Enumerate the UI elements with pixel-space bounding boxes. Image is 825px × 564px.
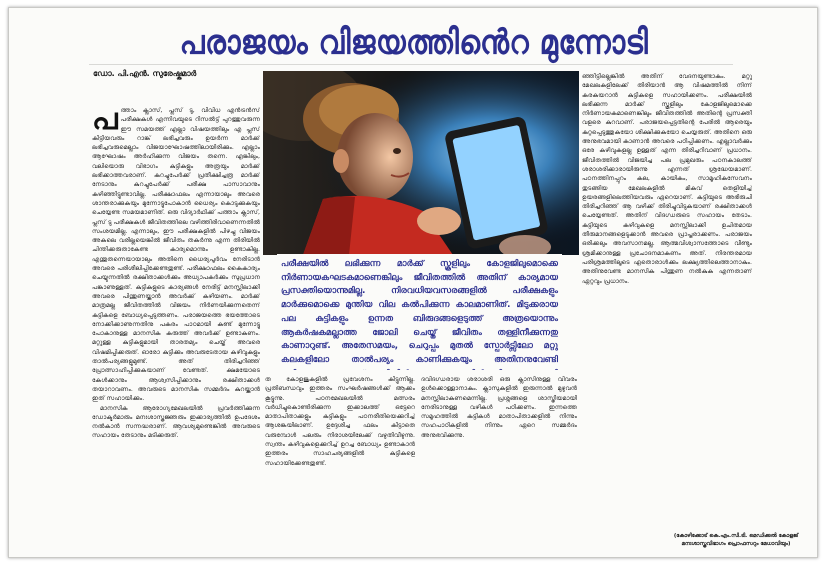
column-4-paragraph: ഞ്ഞിട്ടില്ലെങ്കിൽ അതിന് വേദനയുണ്ടാകും. മറ്റു മേഖലകളിലേക്ക് തിരിയാൻ ആ വിഷമത്തിൽ നിന്ന് കരകയറാൻ കുട്ടികളെ സഹായിക്കണം. പരീക്ഷയിൽ ലഭിക്കുന്ന മാർക്ക് സ്കൂളിലും കോളജിലുമൊക്കെ നിർണായകമാണെങ്കിലും ജീവിതത്തിൽ അതിന്റെ പ്രസക്തി വളരെ കുറവാണ്. പരാജയപ്പെട്ടതിന്റെ പേരിൽ ആരെയും കുറ്റപ്പെടുത്തുകയോ ശിക്ഷിക്കുകയോ ചെയ്യരുത്. അതിനെ ഒരു അനുഭവമായി കാണാൻ അവരെ പഠിപ്പിക്കണം. എല്ലാവർക്കും ഒരേ കഴിവുകളല്ല ഉള്ളത് എന്ന തിരിച്ചറിവാണ് പ്രധാനം. ജീവിതത്തിൽ വിജയിച്ച പല പ്രമുഖരും പഠനകാലത്ത് ശരാശരിക്കാരായിരുന്നു എന്നത് ശ്രദ്ധേയമാണ്. പഠനത്തിനപ്പുറം കല, കായികം, സാമൂഹികസേവനം തുടങ്ങിയ മേഖലകളിൽ മികവ് തെളിയിച്ച് ഉയരങ്ങളിലെത്തിയവരും ഏറെയാണ്. കുട്ടിയുടെ അഭിരുചി തിരിച്ചറിഞ്ഞ് ആ വഴിക്ക് തിരിച്ചുവിടുകയാണ് രക്ഷിതാക്കൾ ചെയ്യേണ്ടത്. അതിന് വിദഗ്ധരുടെ സഹായം തേടാം. കുട്ടിയുടെ കഴിവുകളെ മനസ്സിലാക്കി ഉചിതമായ തീരുമാനങ്ങളെടുക്കാൻ അവരെ പ്രാപ്തരാക്കണം. പരാജയം ഒരിക്കലും അവസാനമല്ല. ആത്മവിശ്വാസത്തോടെ വീണ്ടും ശ്രമിക്കാനുള്ള പ്രചോദനമാകണം അത്. നിരന്തരമായ പരിശ്രമത്തിലൂടെ ഏതൊരാൾക്കും ലക്ഷ്യത്തിലെത്താനാകും. അതിനുവേണ്ട മാനസിക പിന്തുണ നൽകുക എന്നതാണ് ഏറ്റവും പ്രധാനം. xyxy=(582,73,752,285)
article-byline: ഡോ. പി.എൻ. സുരേഷ്കുമാർ xyxy=(93,69,197,78)
headline-rule xyxy=(89,64,733,65)
article-column-2 xyxy=(265,375,415,546)
drop-cap: പ xyxy=(92,106,118,137)
column-1-paragraph-1: ത്താം ക്ലാസ്, പ്ലസ് ടു, വിവിധ എൻട്രൻസ് പരീക്ഷകൾ എന്നിവയുടെ റിസൽട്ട് പുറത്തുവരുന്ന ഈ സമയത്ത് എല്ലാ വിഷയത്തിലും എ പ്ലസ് കിട്ടിയവരും റാങ്ക് ലഭിച്ചവരും ഉയർന്ന മാർക്ക് ലഭിച്ചവരുമെല്ലാം വിജയാഘോഷത്തിലായിരിക്കും. എല്ലാം ആഘോഷം അർഹിക്കുന്ന വിജയം തന്നെ. എങ്കിലും, വലിയൊരു വിഭാഗം കുട്ടികളും അത്രയും മാർക്ക് ലഭിക്കാത്തവരാണ്. കുറച്ചുപേർക്ക് പ്രതീക്ഷിച്ചത്ര മാർക്ക് നേടാനും കുറച്ചുപേർക്ക് പരീക്ഷ പാസാവാനും കഴിഞ്ഞിട്ടുണ്ടാവില്ല. പരീക്ഷാഫലം എന്നായാലും അവരെ ശാന്തരാക്കുകയും മുന്നോട്ടുപോകാൻ ധൈര്യം കൊടുക്കുകയും ചെയ്യേണ്ട സമയമാണിത്. ഒരു വിദ്യാർഥിക്ക് പത്താം ക്ലാസ്, പ്ലസ് ടു പരീക്ഷകൾ ജീവിതത്തിലെ വഴിത്തിരിവാണെന്നതിൽ സംശയമില്ല. എന്നാലും, ഈ പരീക്ഷകളിൽ പിഴച്ചു വിജയം അകലെ വരില്ലയെങ്കിൽ ജീവിതം തകർന്നു എന്ന തിരിയിൽ ചിന്തിക്കരുതാകേണ്ട കാര്യമൊന്നും ഉണ്ടാകില്ല. എന്തുതന്നെയായാലും അതിനെ ധൈര്യപൂർവം നേരിടാൻ അവരെ പരിശീലിപ്പിക്കേണ്ടതുണ്ട്. പരീക്ഷാഫലം കൈകാര്യം ചെയ്യുന്നതിൽ രക്ഷിതാക്കൾക്കും അധ്യാപകർക്കും സുപ്രധാന പങ്കാണുള്ളത്. കുട്ടികളുടെ കാര്യങ്ങൾ നേരിട്ട് മനസ്സിലാക്കി അവരെ പിന്തുണയ്ക്കാൻ അവർക്ക് കഴിയണം. മാർക്ക് മാത്രമല്ല ജീവിതത്തിൽ വിജയം നിർണയിക്കുന്നതെന്ന് കുട്ടികളെ ബോധ്യപ്പെടുത്തണം. പരാജയത്തെ ഭയത്തോടെ നോക്കിക്കാണുന്നതിനു പകരം പാഠമായി കണ്ട് മുന്നോട്ടു പോകാനുള്ള മാനസിക കരുത്ത് അവർക്ക് ഉണ്ടാകണം. മറ്റുള്ള കുട്ടികളുമായി താരതമ്യം ചെയ്ത് അവരെ വിഷമിപ്പിക്കരുത്. ഓരോ കുട്ടിക്കും അവരുടേതായ കഴിവുകളും താൽപര്യങ്ങളുമുണ്ട്. അത് തിരിച്ചറിഞ്ഞ് പ്രോത്സാഹിപ്പിക്കുകയാണ് വേണ്ടത്. ക്ഷമയോടെ കേൾക്കാനും ആശ്വസിപ്പിക്കാനും രക്ഷിതാക്കൾ തയാറാവണം. അവരുടെ മാനസിക സമ്മർദം കുറയ്ക്കാൻ ഇത് സഹായിക്കും. xyxy=(92,107,260,403)
column-2-paragraph: ത കോളജുകളിൽ പ്രവേശനം കിട്ടുന്നില്ല. പ്രതിബന്ധവും ഇത്തരം സംഘർഷങ്ങൾക്ക് ആക്കം കൂട്ടുന്നു. പഠനമേഖലയിൽ മത്സരം വർധിച്ചുകൊണ്ടിരിക്കുന്ന ഇക്കാലത്ത് ഒട്ടേറെ മാതാപിതാക്കളും കുട്ടികളും പഠനരീതിയെക്കുറിച്ച് ആശങ്കയിലാണ്. ഉദ്ദേശിച്ച ഫലം കിട്ടാതെ വരുമ്പോൾ പലരും നിരാശയിലേക്ക് വഴുതിവീഴുന്നു. സ്വന്തം കഴിവുകളെക്കുറിച്ച് ഉറച്ച ബോധ്യം ഉണ്ടാകാൻ ഇത്തരം സാഹചര്യങ്ങളിൽ കുട്ടികളെ സഹായിക്കേണ്ടതുണ്ട്. xyxy=(265,376,415,467)
article-column-1 xyxy=(92,106,260,546)
newspaper-clipping xyxy=(8,7,818,558)
column-1-paragraph-2: മാനസിക ആരോഗ്യമേഖലയിൽ പ്രവർത്തിക്കുന്ന ഡോക്ടർമാരും മനഃശാസ്ത്രജ്ഞരും ഇക്കാര്യത്തിൽ ഉപദേശം നൽകാൻ സന്നദ്ധരാണ്. ആവശ്യമുണ്ടെങ്കിൽ അവരുടെ സഹായം തേടാനും മടിക്കരുത്. xyxy=(92,404,260,440)
pull-quote: പരീക്ഷയിൽ ലഭിക്കുന്ന മാർക്ക് സ്കൂളിലും കോളജിലുമൊക്കെ നിർണായകഘടകമാണെങ്കിലും ജീവിതത്തിൽ അതിന് കാര്യമായ പ്രസക്തിയൊന്നുമില്ല. നിരവധിയവസരങ്ങളിൽ പരീക്ഷകളും മാർക്കുമൊക്കെ മുന്തിയ വില കൽപിക്കുന്ന കാലമാണിത്. മിടുക്കരായ പല കുട്ടികളും ഉന്നത ബിരുദങ്ങളെടുത്ത് അത്രയൊന്നും ആകർഷകമല്ലാത്ത ജോലി ചെയ്ത് ജീവിതം തള്ളിനീക്കുന്നതു കാണാറുണ്ട്. അതേസമയം, ചെറുപ്പം മുതൽ സ്പോർട്സിലോ മറ്റു കലകളിലോ താൽപര്യം കാണിക്കുകയും അതിനനുവേണ്ടി xyxy=(277,254,562,370)
article-photo-child-with-tablet xyxy=(263,71,579,255)
article-headline: പരാജയം വിജയത്തിൻെറ മുന്നോടി xyxy=(179,22,649,62)
article-column-4 xyxy=(582,72,752,522)
column-3-paragraph: ദവിദഗ്ധരായ ശരാശരി ഒരു ക്ലാസിനുള്ള വിവരം ഉൾക്കൊള്ളാനാകും. ക്ലാസുകളിൽ ഇരുന്നാൽ മുഴുവൻ മനസ്സിലാകണമെന്നില്ല. പ്രശ്നങ്ങളെ ശാസ്ത്രീയമായി നേരിടാനുള്ള വഴികൾ പഠിക്കണം. ഇന്നത്തെ സമൂഹത്തിൽ കുട്ടികൾ മാതാപിതാക്കളിൽ നിന്നും സഹപാഠികളിൽ നിന്നും ഏറെ സമ്മർദം അനുഭവിക്കുന്നു. xyxy=(421,376,577,439)
article-column-3 xyxy=(421,375,577,546)
photo-illustration xyxy=(263,71,579,255)
author-credit: (കോഴിക്കോട് കെ.എം.സി.ടി. മെഡിക്കൽ കോളജ് മനഃശാസ്ത്രവിഭാഗം പ്രൊഫസറും മേധാവിയും) xyxy=(673,533,799,547)
